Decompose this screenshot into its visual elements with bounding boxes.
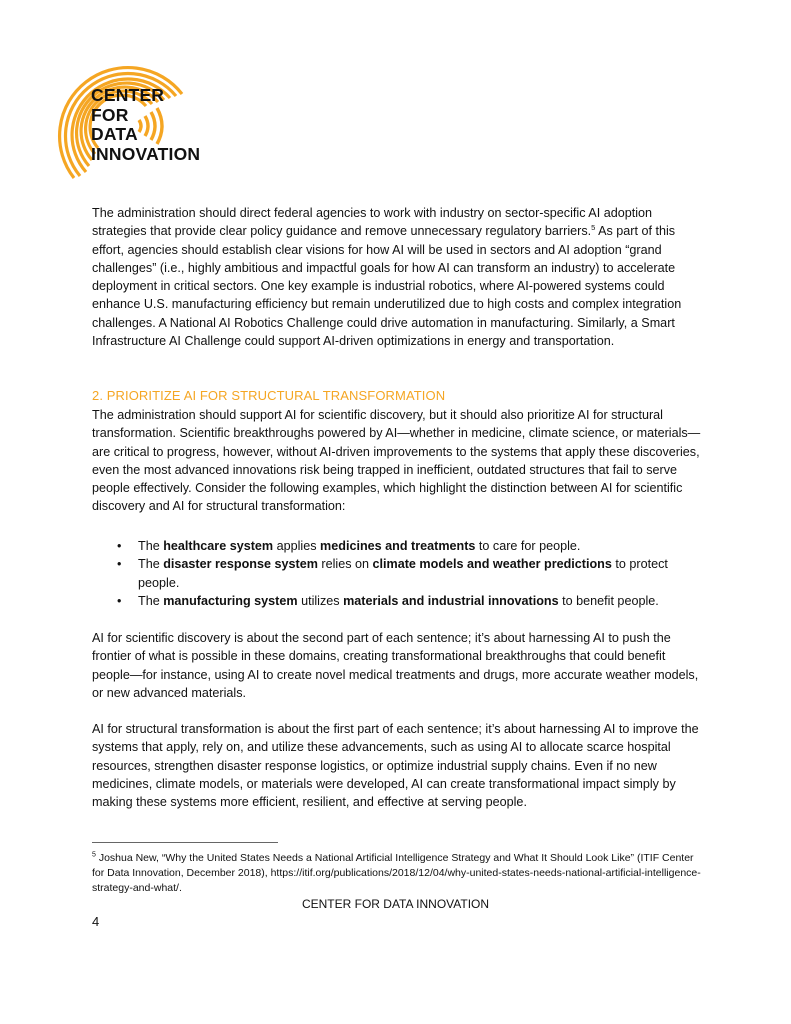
page-number: 4 (92, 914, 100, 929)
footnote-divider (92, 842, 278, 843)
bold-system: manufacturing system (163, 593, 298, 608)
paragraph-1-text: The administration should direct federal agencies to work with industry on sector-specific AI adoption strategies that provide clear policy guidance and remove unnecessary regulatory barriers. (92, 206, 653, 239)
section-heading-prioritize-ai: 2. PRIORITIZE AI FOR STRUCTURAL TRANSFORMATION (92, 388, 446, 403)
bullet-icon: • (117, 593, 122, 608)
paragraph-structural-transformation: The administration should support AI for scientific discovery, but it should also prioritize AI for structural transformation. Scientific breakthroughs powered by AI—whether in medicine, climate science, or materials—are critical to progress, however, without AI-driven improvements to the systems that apply these discoveries, even the most advanced innovations risk being trapped in inefficient, outdated structures that fail to serve people effectively. Consider the following examples, which highlight the distinction between AI for scientific discovery and AI for structural transformation: (92, 408, 701, 514)
logo-line-data: DATA (91, 124, 138, 144)
paragraph-1-text-cont: As part of this effort, agencies should establish clear visions for how AI will be used in sectors and AI adoption “grand challenges” (i.e., highly ambitious and impactful goals for how AI can transform an industry) to accelerate deployment in critical sectors. One key example is industrial robotics, where AI-powered systems could enhance U.S. manufacturing efficiency but remain underutilized due to high costs and complex integration challenges. A National AI Robotics Challenge could drive automation in manufacturing. Similarly, a Smart Infrastructure AI Challenge could support AI-driven optimizations in energy and transportation. (92, 224, 682, 349)
bold-thing: climate models and weather predictions (372, 557, 612, 572)
logo-line-innovation: INNOVATION (91, 143, 201, 164)
footnote-ref-5[interactable]: 5 (591, 223, 596, 233)
bold-thing: materials and industrial innovations (343, 593, 559, 608)
logo-line-for: FOR (91, 104, 129, 125)
logo-line-center: CENTER (91, 85, 165, 105)
list-item: • The disaster response system relies on climate models and weather predictions to protect people. (117, 557, 668, 590)
bold-system: healthcare system (163, 539, 274, 553)
bold-system: disaster response system (163, 557, 318, 572)
footnote-number: 5 (92, 851, 96, 859)
bold-thing: medicines and treatments (320, 539, 476, 553)
paragraph-sector-adoption (92, 204, 702, 350)
list-item: • The healthcare system applies medicines and treatments to care for people. (92, 537, 702, 555)
footnote-text[interactable]: Joshua New, “Why the United States Needs a National Artificial Intelligence Strategy and What It Should Look Like” (ITIF Center for Data Innovation, December 2018), https://itif.org/publications/2018/12/04/why-united-states-needs-national-artificial-intelligence-strategy-and-what/. (92, 852, 701, 894)
paragraph-scientific-discovery: AI for scientific discovery is about the second part of each sentence; it’s about harnessing AI to push the frontier of what is possible in these domains, creating transformational breakthroughs that could benefit people—for instance, using AI to create novel medical treatments and drugs, more accurate weather models, or new advanced materials. (92, 631, 699, 700)
logo-wordmark (91, 86, 200, 164)
footer-organization: CENTER FOR DATA INNOVATION (301, 897, 490, 911)
list-item: • The manufacturing system utilizes materials and industrial innovations to benefit people. (92, 592, 702, 610)
footnote-5 (92, 851, 704, 895)
examples-bullet-list (92, 537, 702, 610)
bullet-icon: • (117, 557, 122, 572)
bullet-icon: • (117, 539, 122, 553)
paragraph-structural-transformation-detail: AI for structural transformation is about the first part of each sentence; it’s about harnessing AI to improve the systems that apply, rely on, and utilize these advancements, such as using AI to allocate scarce hospital resources, strengthen disaster response logistics, or optimize industrial supply chains. Even if no new medicines, climate models, or materials were developed, AI can create transformational impact simply by making these systems more efficient, resilient, and effective at serving people. (92, 722, 699, 810)
